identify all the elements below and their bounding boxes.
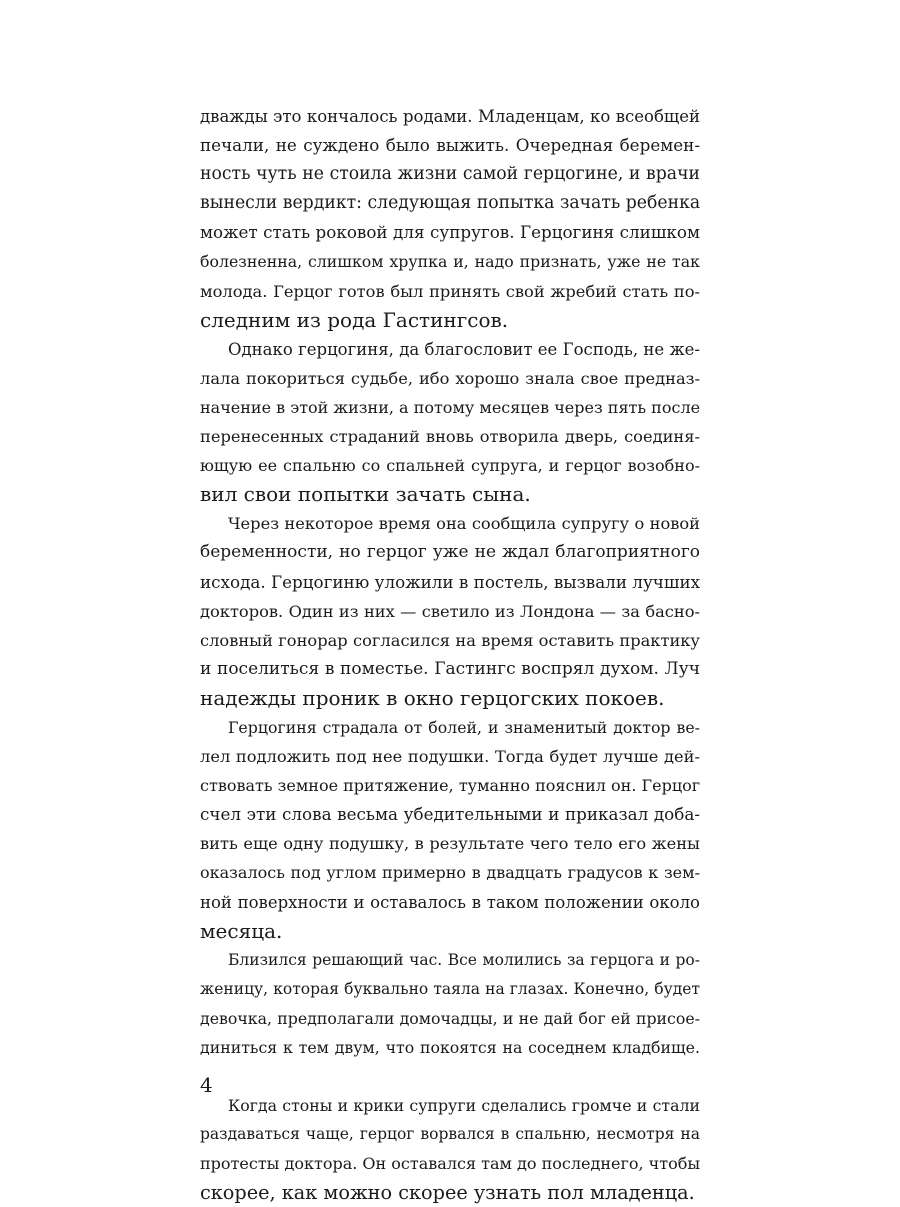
text-line: вил свои попытки зачать сына. bbox=[200, 482, 531, 507]
text-line: скорее, как можно скорее узнать пол младенца. bbox=[200, 1181, 695, 1205]
text-line: диниться к тем двум, что покоятся на соседнем кладбище. bbox=[200, 1038, 700, 1057]
text-line: и поселиться в поместье. Гастингс воспрял духом. Луч bbox=[200, 658, 700, 679]
paragraph-5 bbox=[200, 946, 700, 1062]
text-line: дважды это кончалось родами. Младенцам, ко всеобщей bbox=[200, 107, 700, 126]
text-line: следним из рода Гастингсов. bbox=[200, 307, 509, 332]
page-number: 4 bbox=[200, 1073, 213, 1097]
text-line: молода. Герцог готов был принять свой жребий стать по- bbox=[200, 281, 700, 301]
text-line: лала покориться судьбе, ибо хорошо знала свое предназ- bbox=[200, 368, 700, 388]
body-text bbox=[200, 102, 700, 1207]
text-line: Когда стоны и крики супруги сделались громче и стали bbox=[228, 1096, 700, 1116]
text-line: протесты доктора. Он оставался там до последнего, чтобы bbox=[200, 1154, 701, 1174]
text-line: счел эти слова весьма убедительными и приказал доба- bbox=[200, 804, 700, 825]
text-line: месяца. bbox=[200, 918, 283, 943]
text-line: раздаваться чаще, герцог ворвался в спальню, несмотря на bbox=[200, 1125, 700, 1144]
text-line: вить еще одну подушку, в результате чего тело его жены bbox=[200, 834, 700, 854]
text-line: беременности, но герцог уже не ждал благоприятного bbox=[200, 542, 700, 563]
text-line: Через некоторое время она сообщила супругу о новой bbox=[228, 514, 700, 534]
text-line: исхода. Герцогиню уложили в постель, вызвали лучших bbox=[200, 571, 701, 592]
text-line: докторов. Один из них — светило из Лондона — за басно- bbox=[200, 601, 700, 621]
text-line: начение в этой жизни, а потому месяцев через пять после bbox=[200, 397, 701, 417]
text-line: оказалось под углом примерно в двадцать градусов к зем- bbox=[200, 863, 700, 883]
text-line: словный гонорар согласился на время оставить практику bbox=[200, 630, 700, 650]
text-line: вынесли вердикт: следующая попытка зачать ребенка bbox=[200, 193, 701, 214]
text-line: ствовать земное притяжение, туманно пояснил он. Герцог bbox=[200, 776, 701, 796]
paragraph-3 bbox=[200, 509, 700, 713]
paragraph-1 bbox=[200, 102, 700, 335]
text-line: перенесенных страданий вновь отворила дверь, соединя- bbox=[200, 427, 700, 447]
text-line: может стать роковой для супругов. Герцогиня слишком bbox=[200, 222, 700, 243]
paragraph-2 bbox=[200, 335, 700, 510]
text-line: девочка, предполагали домочадцы, и не дай бог ей присое- bbox=[200, 1008, 700, 1028]
section-break bbox=[200, 1062, 700, 1091]
text-line: болезненна, слишком хрупка и, надо признать, уже не так bbox=[200, 252, 700, 272]
text-line: печали, не суждено было выжить. Очередная беремен- bbox=[200, 135, 700, 156]
text-line: ной поверхности и оставалось в таком положении около bbox=[200, 892, 700, 912]
text-line: лел подложить под нее подушки. Тогда будет лучше дей- bbox=[200, 747, 700, 767]
paragraph-4 bbox=[200, 713, 700, 946]
text-line: Однако герцогиня, да благословит ее Господь, не же- bbox=[228, 339, 700, 359]
text-line: надежды проник в окно герцогских покоев. bbox=[200, 685, 665, 710]
paragraph-6 bbox=[200, 1091, 700, 1207]
text-line: ющую ее спальню со спальней супруга, и герцог возобно- bbox=[200, 456, 700, 476]
text-line: Близился решающий час. Все молились за герцога и ро- bbox=[228, 950, 700, 969]
text-line: Герцогиня страдала от болей, и знаменитый доктор ве- bbox=[228, 717, 700, 737]
text-line: ность чуть не стоила жизни самой герцогине, и врачи bbox=[200, 164, 700, 185]
text-line: женицу, которая буквально таяла на глазах. Конечно, будет bbox=[200, 979, 700, 998]
